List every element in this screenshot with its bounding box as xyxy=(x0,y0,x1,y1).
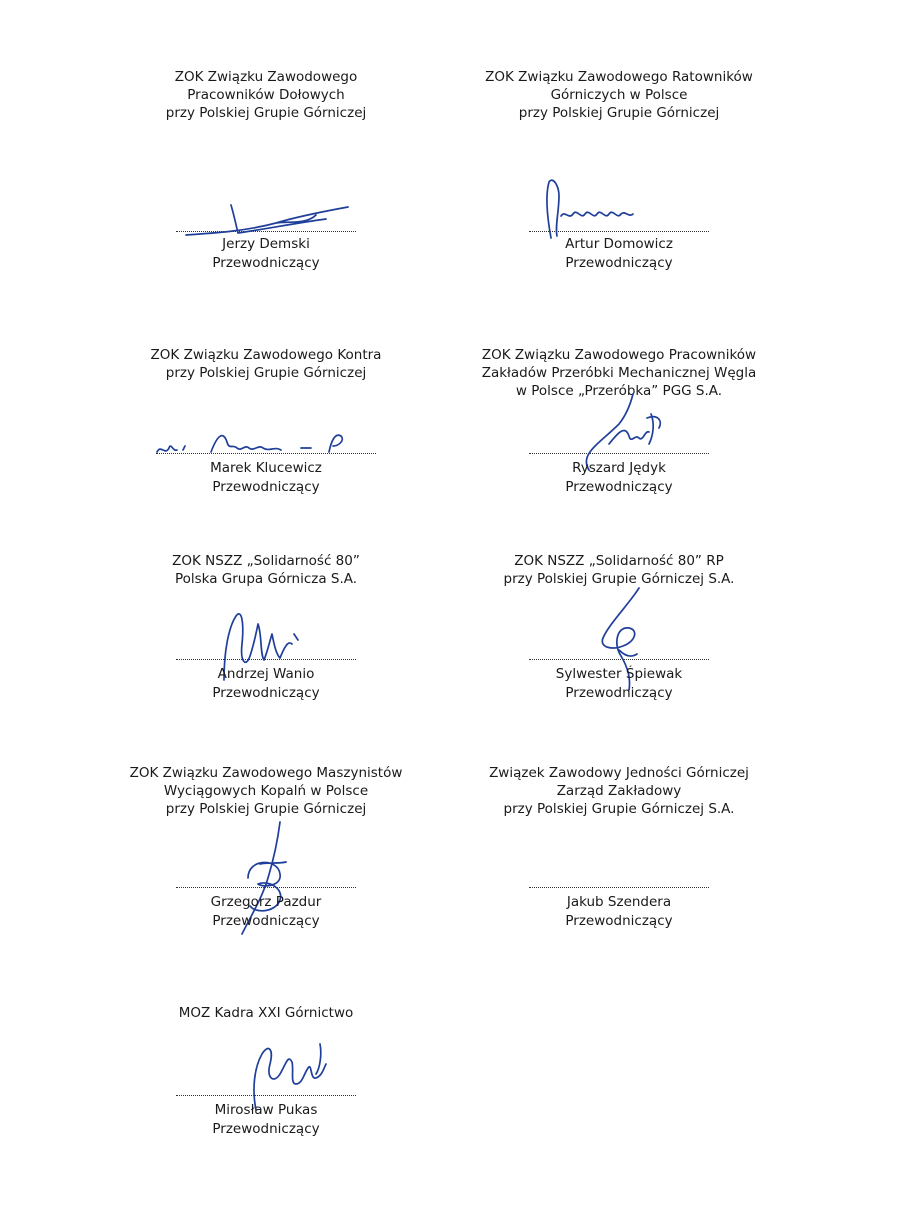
signatory-block-pukas xyxy=(101,1004,431,1154)
signatory-name: Andrzej Wanio xyxy=(217,666,315,682)
signatory-name: Marek Klucewicz xyxy=(210,460,322,476)
organization-name-line: Zakładów Przeróbki Mechanicznej Węgla xyxy=(481,365,757,381)
signatory-name: Ryszard Jędyk xyxy=(572,460,666,476)
organization-name-line: ZOK Związku Zawodowego Kontra xyxy=(150,347,382,363)
signature-line xyxy=(529,887,709,888)
organization-name-line: Wyciągowych Kopalń w Polsce xyxy=(163,783,369,799)
signature-line xyxy=(529,659,709,660)
signature-line xyxy=(176,659,356,660)
signature-line xyxy=(529,231,709,232)
signature-line xyxy=(176,887,356,888)
organization-name-line: przy Polskiej Grupie Górniczej xyxy=(165,801,367,817)
organization-name-line: Polska Grupa Górnicza S.A. xyxy=(174,571,358,587)
organization-name-line: Związek Zawodowy Jedności Górniczej xyxy=(489,765,749,781)
organization-name-line: Zarząd Zakładowy xyxy=(556,783,682,799)
organization-name-line: Górniczych w Polsce xyxy=(550,87,688,103)
signatory-name: Artur Domowicz xyxy=(565,236,673,252)
signature-line xyxy=(156,453,376,454)
signatory-role: Przewodniczący xyxy=(212,1121,320,1137)
signatory-block-spiewak xyxy=(454,552,784,712)
signatory-name: Jakub Szendera xyxy=(566,894,672,910)
organization-name-line: ZOK Związku Zawodowego xyxy=(174,69,358,85)
signatory-block-jedyk xyxy=(454,346,784,506)
signatory-role: Przewodniczący xyxy=(565,913,673,929)
organization-name-line: Pracowników Dołowych xyxy=(187,87,345,103)
signatory-block-wanio xyxy=(101,552,431,712)
organization-name-line: w Polsce „Przeróbka” PGG S.A. xyxy=(515,383,723,399)
signatory-name: Jerzy Demski xyxy=(222,236,310,252)
signatory-name: Grzegorz Pazdur xyxy=(210,894,322,910)
organization-name-line: ZOK Związku Zawodowego Maszynistów xyxy=(129,765,403,781)
signature-line xyxy=(176,1095,356,1096)
signatory-role: Przewodniczący xyxy=(565,255,673,271)
organization-name-line: przy Polskiej Grupie Górniczej S.A. xyxy=(503,801,735,817)
organization-name-line: przy Polskiej Grupie Górniczej xyxy=(518,105,720,121)
organization-name-line: ZOK Związku Zawodowego Pracowników xyxy=(481,347,757,363)
signatory-block-szendera xyxy=(454,764,784,944)
organization-name-line: przy Polskiej Grupie Górniczej xyxy=(165,365,367,381)
organization-name-line: ZOK NSZZ „Solidarność 80” RP xyxy=(514,553,724,569)
organization-name-line: ZOK Związku Zawodowego Ratowników xyxy=(485,69,753,85)
organization-name-line: przy Polskiej Grupie Górniczej S.A. xyxy=(503,571,735,587)
signatory-name: Sylwester Śpiewak xyxy=(555,666,683,682)
signatory-role: Przewodniczący xyxy=(565,685,673,701)
handwritten-signature xyxy=(151,422,381,462)
signatory-block-pazdur xyxy=(101,764,431,944)
organization-name-line: MOZ Kadra XXI Górnictwo xyxy=(178,1005,354,1021)
signatory-role: Przewodniczący xyxy=(565,479,673,495)
signatory-role: Przewodniczący xyxy=(212,685,320,701)
signatory-block-domowicz xyxy=(454,68,784,278)
organization-name-line: przy Polskiej Grupie Górniczej xyxy=(165,105,367,121)
signatory-role: Przewodniczący xyxy=(212,479,320,495)
signatory-block-klucewicz xyxy=(101,346,431,506)
signatory-block-demski xyxy=(101,68,431,278)
signature-line xyxy=(176,231,356,232)
organization-name-line: ZOK NSZZ „Solidarność 80” xyxy=(172,553,360,569)
signatory-name: Mirosław Pukas xyxy=(214,1102,318,1118)
signature-line xyxy=(529,453,709,454)
signatory-role: Przewodniczący xyxy=(212,913,320,929)
signatory-role: Przewodniczący xyxy=(212,255,320,271)
